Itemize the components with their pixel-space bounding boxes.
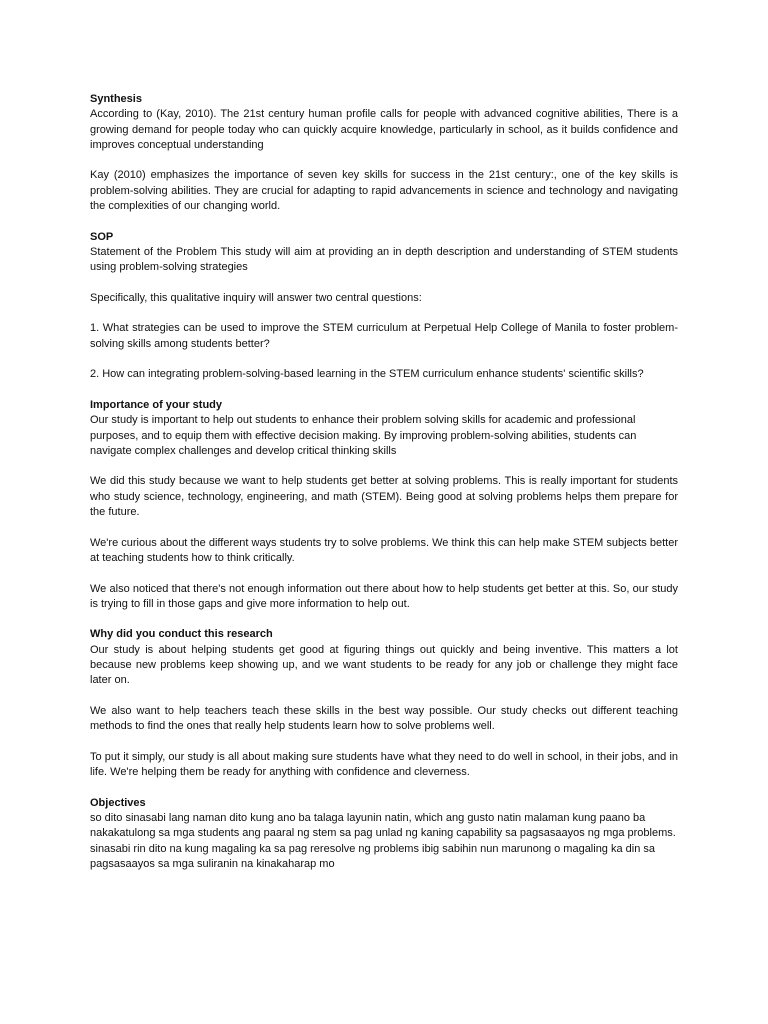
sop-intro: Specifically, this qualitative inquiry will answer two central questions: bbox=[90, 291, 422, 304]
importance-paragraph-4: We also noticed that there's not enough information out there about how to help students get better at this. So, our study is trying to fill in those gaps and give more information to help out. bbox=[90, 582, 678, 610]
importance-paragraph-3: We're curious about the different ways students try to solve problems. We think this can help make STEM subjects better at teaching students how to think critically. bbox=[90, 536, 678, 564]
importance-paragraph-2: We did this study because we want to help students get better at solving problems. This is really important for students who study science, technology, engineering, and math (STEM). Being good at solving problems helps them prepare for the future. bbox=[90, 475, 678, 519]
importance-heading: Importance of your study bbox=[90, 398, 223, 411]
why-paragraph-1: Our study is about helping students get good at figuring things out quickly and being inventive. This matters a lot because new problems keep showing up, and we want students to be ready for any job or challenge they might face later on. bbox=[90, 643, 678, 687]
why-section bbox=[90, 627, 678, 780]
document-page bbox=[90, 92, 678, 872]
synthesis-paragraph-1: According to (Kay, 2010). The 21st century human profile calls for people with advanced cognitive abilities, There is a growing demand for people today who can quickly acquire knowledge, particularly in school, as it builds confidence and improves conceptual understanding bbox=[90, 108, 678, 151]
why-heading: Why did you conduct this research bbox=[90, 628, 273, 641]
why-paragraph-3: To put it simply, our study is all about making sure students have what they need to do well in school, in their jobs, and in life. We're helping them be ready for anything with confidence and cleverness. bbox=[90, 750, 678, 779]
sop-statement: Statement of the Problem This study will aim at providing an in depth description and understanding of STEM students using problem-solving strategies bbox=[90, 245, 678, 274]
synthesis-paragraph-2: Kay (2010) emphasizes the importance of seven key skills for success in the 21st century:, one of the key skills is problem-solving abilities. They are crucial for adapting to rapid advancements in science and technology and navigating the complexities of our changing world. bbox=[90, 169, 678, 213]
sop-question-2: 2. How can integrating problem-solving-based learning in the STEM curriculum enhance students' scientific skills? bbox=[90, 368, 644, 381]
importance-paragraph-1: Our study is important to help out students to enhance their problem solving skills for academic and professional purposes, and to equip them with effective decision making. By improving problem-solving abilities, students can navigate complex challenges and develop critical thinking skills bbox=[90, 414, 637, 457]
sop-heading: SOP bbox=[90, 230, 114, 243]
why-paragraph-2: We also want to help teachers teach these skills in the best way possible. Our study checks out different teaching methods to find the ones that really help students learn how to solve problems well. bbox=[90, 704, 678, 733]
synthesis-heading: Synthesis bbox=[90, 93, 142, 105]
sop-question-1: 1. What strategies can be used to improve the STEM curriculum at Perpetual Help College of Manila to foster problem-solving skills among students better? bbox=[90, 322, 678, 350]
objectives-heading: Objectives bbox=[90, 796, 146, 809]
objectives-paragraph: so dito sinasabi lang naman dito kung ano ba talaga layunin natin, which ang gusto natin malaman kung paano ba nakakatulong sa mga students ang paaral ng stem sa pag unlad ng kaning capability sa pagsasaayos ng mga problems. sinasabi rin dito na kung magaling ka sa pag reresolve ng problems ibig sabihin nun marunong o magaling ka din sa pagsasaayos sa mga suliranin na kinakaharap mo bbox=[90, 811, 676, 870]
sop-section bbox=[90, 230, 678, 383]
importance-section bbox=[90, 398, 678, 612]
synthesis-section bbox=[90, 92, 678, 214]
objectives-section bbox=[90, 796, 678, 872]
